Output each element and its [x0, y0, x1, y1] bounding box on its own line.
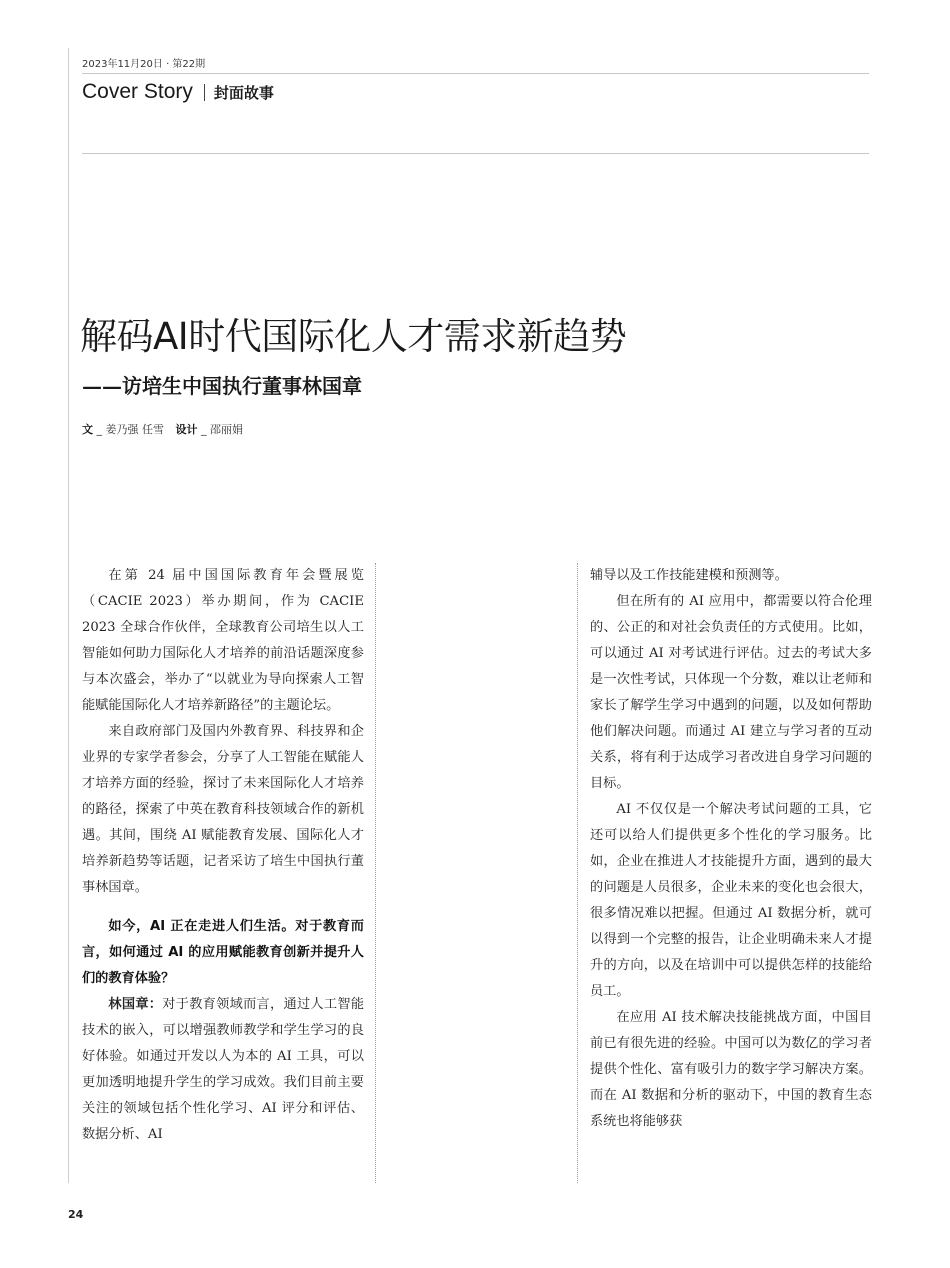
interview-question: 如今，AI 正在走进人们生活。对于教育而言，如何通过 AI 的应用赋能教育创新并提升人们的教育体验？	[82, 919, 364, 986]
section-header	[82, 80, 274, 104]
article-column-right	[590, 563, 872, 1183]
article-title: 解码AI时代国际化人才需求新趋势	[80, 315, 627, 358]
paragraph-intro: 在第 24 届中国国际教育年会暨展览（CACIE 2023）举办期间，作为 CACIE 2023 全球合作伙伴，全球教育公司培生以人工智能如何助力国际化人才培养的前沿话题深度参与本次盛会，举办了“以就业为导向探索人工智能赋能国际化人才培养新路径”的主题论坛。	[82, 568, 364, 713]
article-subtitle: ——访培生中国执行董事林国章	[82, 374, 362, 398]
answer-text: 对于教育领域而言，通过人工智能技术的嵌入，可以增强教师教学和学生学习的良好体验。如通过开发以人为本的 AI 工具，可以更加透明地提升学生的学习成效。我们目前主要关注的领域包括个性化学习、AI 评分和评估、数据分析、AI	[82, 997, 364, 1142]
byline	[82, 421, 243, 437]
paragraph-china-experience: 在应用 AI 技术解决技能挑战方面，中国目前已有很先进的经验。中国可以为数亿的学习者提供个性化、富有吸引力的数字学习解决方案。而在 AI 数据和分析的驱动下，中国的教育生态系统也将能够获	[590, 1010, 872, 1129]
section-divider	[204, 84, 205, 101]
paragraph-attendees: 来自政府部门及国内外教育界、科技界和企业界的专家学者参会，分享了人工智能在赋能人才培养方面的经验，探讨了未来国际化人才培养的路径，探索了中英在教育科技领域合作的新机遇。其间，围绕 AI 赋能教育发展、国际化人才培养新趋势等话题，记者采访了培生中国执行董事林国章。	[82, 724, 364, 895]
header-bottom-rule	[82, 153, 869, 154]
byline-designer: _ 邵丽娟	[201, 423, 243, 436]
issue-date-line: 2023年11月20日 · 第22期	[82, 59, 206, 70]
byline-authors: _ 姜乃强 任雪	[96, 423, 164, 436]
paragraph-continued: 辅导以及工作技能建模和预测等。	[590, 568, 788, 583]
byline-design-label: 设计	[175, 423, 198, 436]
section-title-en: Cover Story	[82, 80, 193, 103]
byline-text-label: 文	[82, 423, 93, 436]
column-dotted-rule-left	[375, 563, 376, 1183]
article-column-left	[82, 563, 364, 1183]
interview-answer	[82, 992, 364, 1148]
section-title-cn: 封面故事	[213, 83, 274, 102]
paragraph-personalized: AI 不仅仅是一个解决考试问题的工具，它还可以给人们提供更多个性化的学习服务。比如，企业在推进人才技能提升方面，遇到的最大的问题是人员很多，企业未来的变化也会很大，很多情况难以把握。但通过 AI 数据分析，就可以得到一个完整的报告，让企业明确未来人才提升的方向，以及在培训中可以提供怎样的技能给员工。	[590, 802, 872, 999]
page-number: 24	[68, 1208, 84, 1221]
column-dotted-rule-right	[577, 563, 578, 1183]
page-left-margin-rule	[68, 48, 69, 1183]
paragraph-ethics: 但在所有的 AI 应用中，都需要以符合伦理的、公正的和对社会负责任的方式使用。比如，可以通过 AI 对考试进行评估。过去的考试大多是一次性考试，只体现一个分数，难以让老师和家长了解学生学习中遇到的问题，以及如何帮助他们解决问题。而通过 AI 建立与学习者的互动关系，将有利于达成学习者改进自身学习问题的目标。	[590, 594, 872, 791]
speaker-name: 林国章：	[108, 997, 163, 1012]
header-top-rule	[82, 73, 869, 74]
